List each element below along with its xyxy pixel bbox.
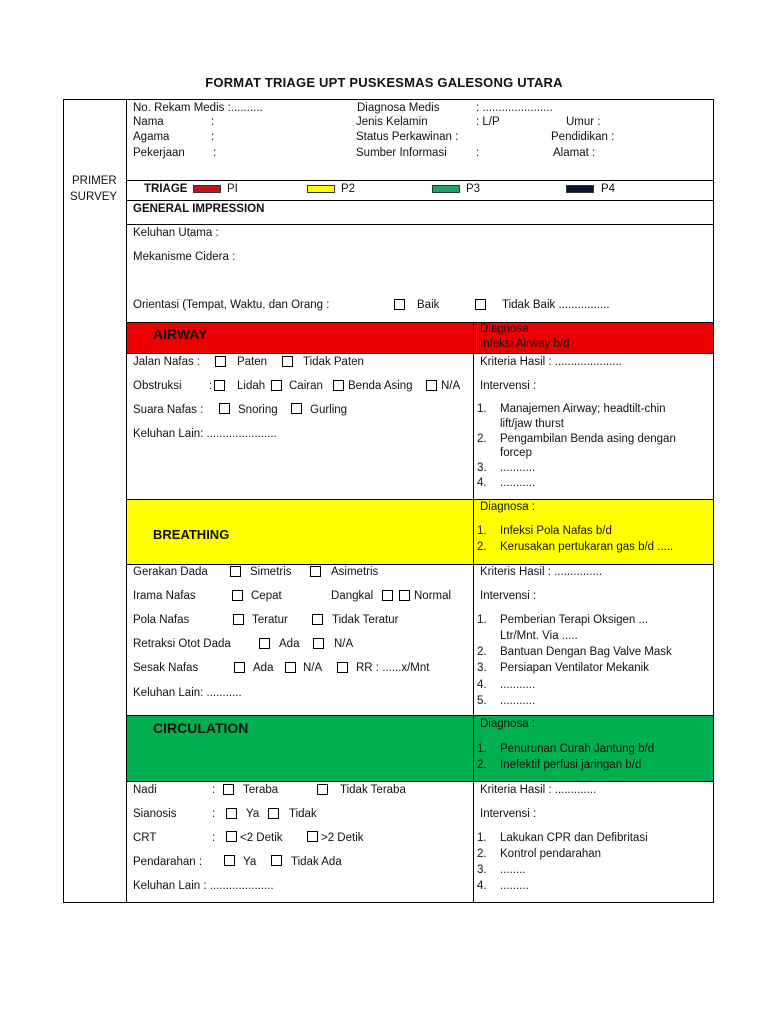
umur-label: Umur : <box>566 116 601 128</box>
rekam-medis-label: No. Rekam Medis :.......... <box>133 102 263 114</box>
diagnosa-medis-value: : ...................... <box>476 102 553 114</box>
circulation-diagnosa-1: Penurunan Curah Jantung b/d <box>500 743 655 755</box>
breathing-intervensi-5: ........... <box>500 695 536 707</box>
breathing-intervensi-label: Intervensi : <box>480 590 537 602</box>
sianosis-ya-label: Ya <box>246 808 260 820</box>
airway-intervensi-4: ........... <box>500 477 536 489</box>
pendarahan-tidak-ada-label: Tidak Ada <box>291 856 342 868</box>
breathing-diagnosa-2: Kerusakan pertukaran gas b/d ..... <box>500 541 674 553</box>
airway-band <box>126 322 713 353</box>
jalan-nafas-label: Jalan Nafas : <box>133 356 201 368</box>
divider-general-body <box>126 224 714 225</box>
circulation-intervensi-1: Lakukan CPR dan Defibritasi <box>500 832 648 844</box>
airway-intervensi-num-2: 2. <box>477 433 487 445</box>
normal-label: Normal <box>414 590 452 602</box>
retraksi-na-checkbox[interactable] <box>313 638 324 649</box>
obstruksi-label: Obstruksi <box>133 380 182 392</box>
retraksi-ada-checkbox[interactable] <box>259 638 270 649</box>
breathing-diagnosa-label: Diagnosa : <box>480 501 535 513</box>
tidak-teraba-label: Tidak Teraba <box>340 784 406 796</box>
asimetris-label: Asimetris <box>331 566 379 578</box>
circulation-kriteria-hasil: Kriteria Hasil : ............. <box>480 784 597 796</box>
orientasi-baik-label: Baik <box>417 299 440 311</box>
breathing-intervensi-num-3: 3. <box>477 662 487 674</box>
orientasi-baik-checkbox[interactable] <box>394 299 405 310</box>
retraksi-ada-label: Ada <box>279 638 300 650</box>
retraksi-na-label: N/A <box>334 638 354 650</box>
airway-intervensi-num-3: 3. <box>477 462 487 474</box>
divider-general <box>126 200 714 201</box>
triage-p3-label: P3 <box>466 183 481 195</box>
cepat-label: Cepat <box>251 590 282 602</box>
airway-intervensi-num-1: 1. <box>477 403 487 415</box>
pendarahan-label: Pendarahan : <box>133 856 203 868</box>
breathing-intervensi-1-line1: Pemberian Terapi Oksigen ... <box>500 614 649 626</box>
divider-airway-bottom <box>126 353 714 354</box>
airway-kriteria-hasil: Kriteria Hasil : ..................... <box>480 356 622 368</box>
snoring-label: Snoring <box>238 404 278 416</box>
label-column-divider <box>126 99 127 903</box>
obstruksi-na-label: N/A <box>441 380 461 392</box>
sesak-ada-checkbox[interactable] <box>234 662 245 673</box>
agama-label: Agama <box>133 131 170 143</box>
retraksi-label: Retraksi Otot Dada <box>133 638 231 650</box>
airway-intervensi-label: Intervensi : <box>480 380 537 392</box>
triage-p4-swatch <box>566 185 594 193</box>
pendidikan-label: Pendidikan : <box>551 131 615 143</box>
triage-label: TRIAGE <box>144 183 188 195</box>
breathing-diagnosa-num-1: 1. <box>477 525 487 537</box>
rr-label: RR : ......x/Mnt <box>356 662 430 674</box>
airway-intervensi-2-line2: forcep <box>500 447 532 459</box>
teraba-checkbox[interactable] <box>223 784 234 795</box>
pendarahan-ya-checkbox[interactable] <box>224 855 235 866</box>
triage-p2-swatch <box>307 185 335 193</box>
breathing-diagnosa-1: Infeksi Pola Nafas b/d <box>500 525 612 537</box>
breathing-title: BREATHING <box>153 527 230 542</box>
irama-nafas-label: Irama Nafas <box>133 590 196 602</box>
circulation-intervensi-num-2: 2. <box>477 848 487 860</box>
circulation-title: CIRCULATION <box>153 720 249 736</box>
paten-label: Paten <box>237 356 268 368</box>
pendarahan-ya-label: Ya <box>243 856 257 868</box>
airway-diagnosa-text: Infeksi Airway b/d <box>480 338 570 350</box>
orientasi-tidak-baik-label: Tidak Baik ................ <box>502 299 610 311</box>
pekerjaan-label: Pekerjaan <box>133 147 185 159</box>
rr-checkbox[interactable] <box>337 662 348 673</box>
pendarahan-tidak-ada-checkbox[interactable] <box>271 855 282 866</box>
dangkal-checkbox[interactable] <box>382 590 393 601</box>
agama-colon: : <box>211 131 215 143</box>
airway-diagnosa-label: Diagnosa <box>480 323 529 335</box>
keluhan-utama-label: Keluhan Utama : <box>133 227 219 239</box>
airway-intervensi-1-line1: Manajemen Airway; headtilt-chin <box>500 403 666 415</box>
jenis-kelamin-label: Jenis Kelamin <box>356 116 428 128</box>
tidak-teratur-checkbox[interactable] <box>312 614 323 625</box>
benda-asing-label: Benda Asing <box>348 380 413 392</box>
breathing-intervensi-2: Bantuan Dengan Bag Valve Mask <box>500 646 672 658</box>
crt-gt2-label: >2 Detik <box>321 832 364 844</box>
crt-gt2-checkbox[interactable] <box>307 831 318 842</box>
lidah-checkbox[interactable] <box>214 380 225 391</box>
divider-airway-top <box>126 322 714 323</box>
breathing-intervensi-3: Persiapan Ventilator Mekanik <box>500 662 649 674</box>
table-border-bottom <box>63 902 714 903</box>
table-border-left <box>63 99 64 903</box>
circulation-intervensi-label: Intervensi : <box>480 808 537 820</box>
obstruksi-na-checkbox[interactable] <box>426 380 437 391</box>
cepat-checkbox[interactable] <box>232 590 243 601</box>
lidah-label: Lidah <box>237 380 266 392</box>
sesak-na-checkbox[interactable] <box>285 662 296 673</box>
sianosis-ya-checkbox[interactable] <box>226 808 237 819</box>
sesak-na-label: N/A <box>303 662 323 674</box>
sianosis-label: Sianosis <box>133 808 177 820</box>
sianosis-colon: : <box>212 808 216 820</box>
crt-label: CRT <box>133 832 157 844</box>
cairan-label: Cairan <box>289 380 323 392</box>
circulation-intervensi-2: Kontrol pendarahan <box>500 848 602 860</box>
divider-triage <box>126 180 714 181</box>
simetris-checkbox[interactable] <box>230 566 241 577</box>
orientasi-tidak-baik-checkbox[interactable] <box>475 299 486 310</box>
airway-intervensi-3: ........... <box>500 462 536 474</box>
breathing-keluhan-lain: Keluhan Lain: ........... <box>133 687 242 699</box>
circulation-intervensi-num-4: 4. <box>477 880 487 892</box>
airway-intervensi-1-line2: lift/jaw thurst <box>500 418 564 430</box>
nama-colon: : <box>211 116 215 128</box>
circulation-diagnosa-label: Diagnosa : <box>480 718 535 730</box>
sianosis-tidak-label: Tidak <box>289 808 317 820</box>
tidak-teratur-label: Tidak Teratur <box>332 614 399 626</box>
triage-p2-label: P2 <box>341 183 356 195</box>
gerakan-dada-label: Gerakan Dada <box>133 566 208 578</box>
suara-nafas-label: Suara Nafas : <box>133 404 204 416</box>
teratur-checkbox[interactable] <box>233 614 244 625</box>
circulation-intervensi-num-3: 3. <box>477 864 487 876</box>
gurling-checkbox[interactable] <box>291 403 302 414</box>
triage-p1-swatch <box>193 185 221 193</box>
triage-p3-swatch <box>432 185 460 193</box>
breathing-intervensi-1-line2: Ltr/Mnt. Via ..... <box>500 630 578 642</box>
obstruksi-colon: : <box>209 380 213 392</box>
divider-breathing-top <box>126 499 714 500</box>
pola-nafas-label: Pola Nafas <box>133 614 190 626</box>
sumber-informasi-colon: : <box>476 147 480 159</box>
breathing-intervensi-num-2: 2. <box>477 646 487 658</box>
side-label-survey: SURVEY <box>70 191 118 203</box>
cairan-checkbox[interactable] <box>271 380 282 391</box>
airway-title: AIRWAY <box>153 326 208 342</box>
divider-circulation-top <box>126 715 714 716</box>
pekerjaan-colon: : <box>213 147 217 159</box>
general-impression-heading: GENERAL IMPRESSION <box>133 203 265 215</box>
breathing-intervensi-num-4: 4. <box>477 679 487 691</box>
breathing-intervensi-4: ........... <box>500 679 536 691</box>
circulation-intervensi-num-1: 1. <box>477 832 487 844</box>
circulation-intervensi-4: ......... <box>500 880 529 892</box>
sumber-informasi-label: Sumber Informasi <box>356 147 447 159</box>
normal-checkbox[interactable] <box>399 590 410 601</box>
teraba-label: Teraba <box>243 784 279 796</box>
status-perkawinan-label: Status Perkawinan : <box>356 131 459 143</box>
mekanisme-cidera-label: Mekanisme Cidera : <box>133 251 236 263</box>
jenis-kelamin-value: : L/P <box>476 116 500 128</box>
side-label-primer: PRIMER <box>72 175 117 187</box>
circulation-diagnosa-2: Inefektif perfusi jaringan b/d <box>500 759 642 771</box>
circulation-intervensi-3: ........ <box>500 864 526 876</box>
circulation-diagnosa-num-1: 1. <box>477 743 487 755</box>
circulation-keluhan-lain: Keluhan Lain : .................... <box>133 880 274 892</box>
tidak-teraba-checkbox[interactable] <box>317 784 328 795</box>
triage-p1-label: PI <box>227 183 238 195</box>
triage-p4-label: P4 <box>601 183 616 195</box>
divider-breathing-bottom <box>126 564 714 565</box>
airway-intervensi-num-4: 4. <box>477 477 487 489</box>
alamat-label: Alamat : <box>553 147 596 159</box>
tidak-paten-checkbox[interactable] <box>282 356 293 367</box>
divider-circulation-bottom <box>126 781 714 782</box>
page-title: FORMAT TRIAGE UPT PUSKESMAS GALESONG UTARA <box>205 75 563 90</box>
breathing-kriteria-hasil: Kriteris Hasil : ............... <box>480 566 603 578</box>
dangkal-label: Dangkal <box>331 590 374 602</box>
teratur-label: Teratur <box>252 614 288 626</box>
circulation-diagnosa-num-2: 2. <box>477 759 487 771</box>
nadi-label: Nadi <box>133 784 157 796</box>
sianosis-tidak-checkbox[interactable] <box>268 808 279 819</box>
table-border-top <box>63 99 714 100</box>
gurling-label: Gurling <box>310 404 348 416</box>
middle-column-divider <box>473 322 474 903</box>
breathing-intervensi-num-5: 5. <box>477 695 487 707</box>
sesak-nafas-label: Sesak Nafas <box>133 662 199 674</box>
sesak-ada-label: Ada <box>253 662 274 674</box>
crt-lt2-checkbox[interactable] <box>226 831 237 842</box>
airway-keluhan-lain: Keluhan Lain: ...................... <box>133 428 277 440</box>
crt-colon: : <box>212 832 216 844</box>
breathing-diagnosa-num-2: 2. <box>477 541 487 553</box>
airway-intervensi-2-line1: Pengambilan Benda asing dengan <box>500 433 676 445</box>
nadi-colon: : <box>212 784 216 796</box>
table-border-right <box>713 99 714 903</box>
asimetris-checkbox[interactable] <box>310 566 321 577</box>
benda-asing-checkbox[interactable] <box>333 380 344 391</box>
simetris-label: Simetris <box>250 566 292 578</box>
paten-checkbox[interactable] <box>215 356 226 367</box>
breathing-intervensi-num-1: 1. <box>477 614 487 626</box>
orientasi-label: Orientasi (Tempat, Waktu, dan Orang : <box>133 299 330 311</box>
tidak-paten-label: Tidak Paten <box>303 356 364 368</box>
crt-lt2-label: <2 Detik <box>240 832 283 844</box>
snoring-checkbox[interactable] <box>219 403 230 414</box>
diagnosa-medis-label: Diagnosa Medis <box>357 102 440 114</box>
nama-label: Nama <box>133 116 164 128</box>
